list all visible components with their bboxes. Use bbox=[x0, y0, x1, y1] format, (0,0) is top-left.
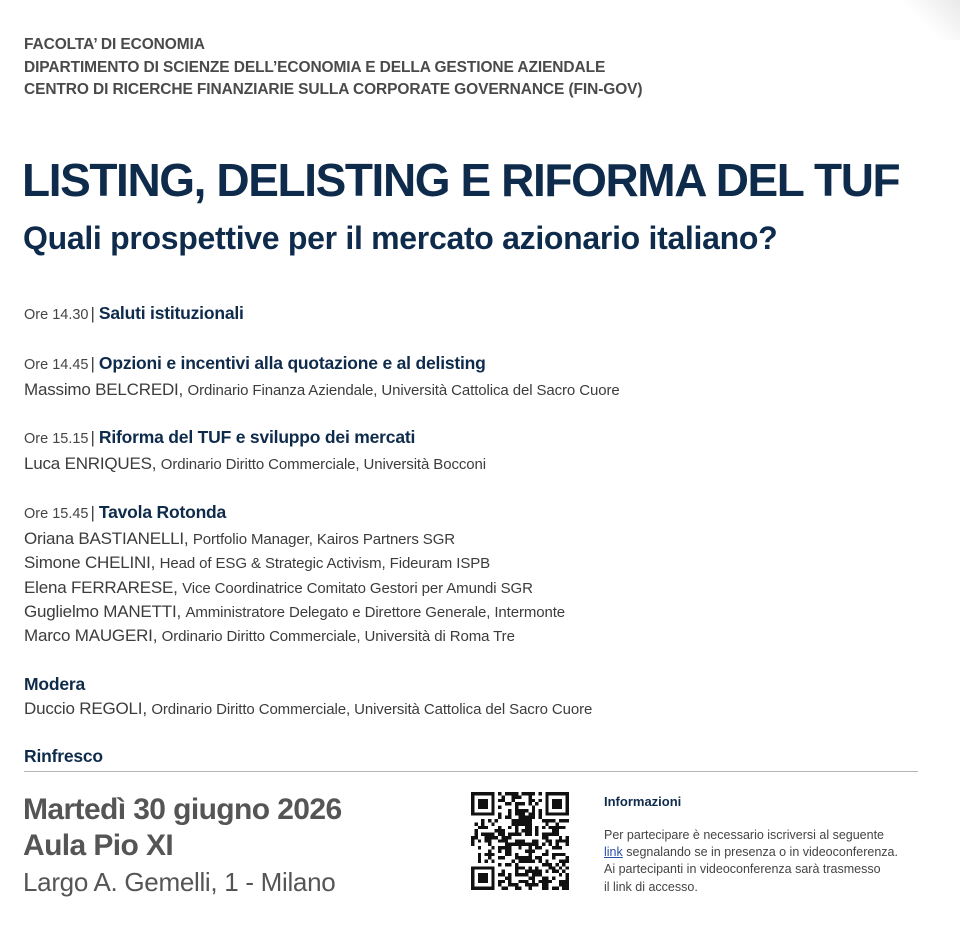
program-item bbox=[24, 350, 924, 402]
speaker-name: Massimo BELCREDI, bbox=[24, 380, 184, 399]
speaker-name: Luca ENRIQUES, bbox=[24, 454, 157, 474]
time-separator: | bbox=[90, 304, 95, 323]
time-separator: | bbox=[90, 428, 95, 448]
speaker-line bbox=[24, 600, 924, 624]
info-line: Ai partecipanti in videoconferenza sarà trasmesso bbox=[604, 862, 881, 877]
faculty-line: FACOLTA’ DI ECONOMIA bbox=[24, 36, 205, 53]
research-center-line: CENTRO DI RICERCHE FINANZIARIE SULLA CORPORATE GOVERNANCE (FIN-GOV) bbox=[24, 81, 643, 98]
speaker-role: Head of ESG & Strategic Activism, Fideuram ISPB bbox=[159, 555, 491, 573]
speaker-line bbox=[24, 697, 924, 721]
qr-code-icon[interactable] bbox=[471, 792, 569, 890]
speaker-role: Ordinario Diritto Commerciale, Università di Roma Tre bbox=[161, 628, 515, 646]
speaker-line bbox=[24, 527, 924, 551]
footer-divider bbox=[24, 771, 918, 772]
speaker-name: Simone CHELINI, bbox=[24, 553, 156, 573]
speaker-line bbox=[24, 551, 924, 575]
department-line: DIPARTIMENTO DI SCIENZE DELL’ECONOMIA E DELLA GESTIONE AZIENDALE bbox=[24, 58, 606, 76]
speaker-name: Guglielmo MANETTI, bbox=[24, 602, 181, 622]
session-title: Tavola Rotonda bbox=[98, 501, 227, 522]
time-separator: | bbox=[90, 354, 95, 373]
moderator-heading: Modera bbox=[24, 673, 86, 694]
refreshment-section bbox=[24, 743, 924, 769]
moderator-name: Duccio REGOLI, bbox=[24, 698, 147, 718]
event-address: Largo A. Gemelli, 1 - Milano bbox=[23, 867, 336, 897]
speaker-role: Ordinario Finanza Aziendale, Università Cattolica del Sacro Cuore bbox=[187, 382, 620, 399]
info-line bbox=[604, 844, 934, 861]
event-subtitle: Quali prospettive per il mercato azionario italiano? bbox=[23, 220, 778, 256]
event-venue: Aula Pio XI bbox=[23, 829, 174, 862]
session-time: Ore 14.45 bbox=[24, 357, 89, 373]
speaker-role: Ordinario Diritto Commerciale, Università Bocconi bbox=[160, 456, 486, 474]
program-item bbox=[24, 424, 924, 476]
moderator-role: Ordinario Diritto Commerciale, Università Cattolica del Sacro Cuore bbox=[151, 700, 593, 718]
info-line: il link di accesso. bbox=[604, 879, 698, 894]
session-time: Ore 14.30 bbox=[24, 307, 89, 323]
registration-link[interactable]: link bbox=[604, 845, 623, 860]
session-title: Saluti istituzionali bbox=[98, 303, 244, 323]
speaker-role: Amministratore Delegato e Direttore Generale, Intermonte bbox=[185, 604, 566, 622]
speaker-line bbox=[24, 452, 924, 476]
institution-header bbox=[24, 34, 642, 102]
session-time: Ore 15.45 bbox=[24, 505, 89, 522]
event-details bbox=[23, 792, 342, 900]
session-title: Opzioni e incentivi alla quotazione e al delisting bbox=[98, 353, 486, 373]
event-title: LISTING, DELISTING E RIFORMA DEL TUF bbox=[22, 154, 900, 206]
program-schedule bbox=[24, 300, 924, 791]
speaker-role: Portfolio Manager, Kairos Partners SGR bbox=[192, 530, 455, 548]
speaker-line bbox=[24, 378, 924, 402]
session-time: Ore 15.15 bbox=[24, 431, 89, 448]
program-item bbox=[24, 499, 924, 649]
speaker-line bbox=[24, 576, 924, 600]
speaker-name: Elena FERRARESE, bbox=[24, 577, 178, 597]
program-item bbox=[24, 300, 924, 328]
time-separator: | bbox=[90, 502, 95, 522]
info-box bbox=[604, 793, 934, 896]
info-text bbox=[604, 827, 934, 896]
speaker-name: Oriana BASTIANELLI, bbox=[24, 528, 189, 548]
page-corner-shadow bbox=[900, 0, 960, 40]
speaker-name: Marco MAUGERI, bbox=[24, 626, 158, 646]
refreshment-heading: Rinfresco bbox=[24, 746, 103, 767]
speaker-role: Vice Coordinatrice Comitato Gestori per Amundi SGR bbox=[182, 579, 533, 597]
info-title: Informazioni bbox=[604, 794, 682, 809]
session-title: Riforma del TUF e sviluppo dei mercati bbox=[98, 427, 416, 448]
speaker-line bbox=[24, 624, 924, 648]
info-line: Per partecipare è necessario iscriversi al seguente bbox=[604, 828, 884, 842]
info-line-rest: segnalando se in presenza o in videoconferenza. bbox=[622, 845, 898, 860]
event-date: Martedì 30 giugno 2026 bbox=[23, 793, 342, 826]
moderator-section bbox=[24, 671, 924, 721]
